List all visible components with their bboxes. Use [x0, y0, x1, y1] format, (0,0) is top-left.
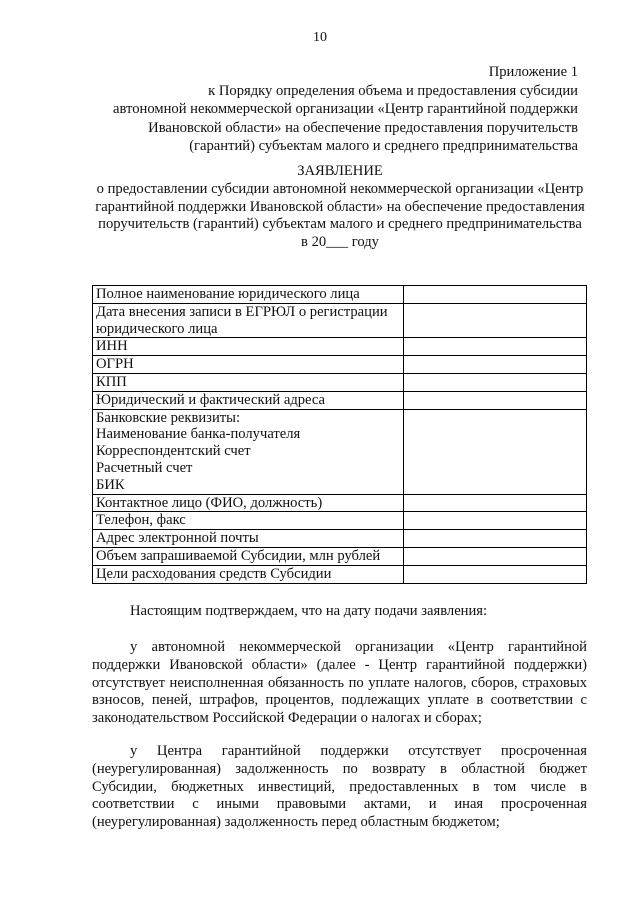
appendix-line: к Порядку определения объема и предоставления субсидии [208, 82, 578, 99]
appendix-line: Ивановской области» на обеспечение предоставления поручительств [148, 119, 578, 136]
table-row [93, 494, 587, 512]
document-title [90, 163, 590, 252]
table-row [93, 373, 587, 391]
title-body: о предоставлении субсидии автономной некоммерческой организации «Центр гарантийной поддержки Ивановской области» на обеспечение предоставления поручительств (гарантий) субъектам малого и среднего предпринимательства [95, 180, 585, 233]
table-row [93, 303, 587, 338]
row-label-line: Корреспондентский счет [96, 443, 251, 460]
row-value [404, 530, 587, 548]
table-row-bank-details [93, 409, 587, 494]
row-label: Объем запрашиваемой Субсидии, млн рублей [93, 547, 404, 565]
confirmation-paragraph-taxes: у автономной некоммерческой организации «Центр гарантийной поддержки Ивановской области» (далее - Центр гарантийной поддержки) отсутствует неисполненная обязанность по уплате налогов, сборов, страховых взносов, пеней, штрафов, процентов, подлежащих уплате в соответствии с законодательством Российской Федерации о налогах и сборах; [92, 639, 587, 727]
confirmation-intro: Настоящим подтверждаем, что на дату подачи заявления: [130, 603, 488, 619]
table-row [93, 530, 587, 548]
row-label [93, 409, 404, 494]
row-label: Адрес электронной почты [93, 530, 404, 548]
table-row [93, 512, 587, 530]
application-form-table [92, 285, 587, 584]
table-row [93, 356, 587, 374]
page-number: 10 [313, 30, 327, 45]
title-heading: ЗАЯВЛЕНИЕ [297, 163, 383, 179]
row-value [404, 338, 587, 356]
table-row [93, 286, 587, 304]
row-label: ИНН [93, 338, 404, 356]
title-year: в 20___ году [301, 234, 379, 251]
table-row [93, 565, 587, 583]
table-row [93, 391, 587, 409]
row-value [404, 547, 587, 565]
row-value [404, 286, 587, 304]
row-label-line: Банковские реквизиты: [96, 409, 240, 426]
row-label-line: Наименование банка-получателя [96, 426, 301, 443]
table-row [93, 547, 587, 565]
appendix-line: Приложение 1 [488, 64, 578, 80]
row-label: КПП [93, 373, 404, 391]
row-label: ОГРН [93, 356, 404, 374]
row-label: Полное наименование юридического лица [93, 286, 404, 304]
table-row [93, 338, 587, 356]
row-label: Дата внесения записи в ЕГРЮЛ о регистрации юридического лица [93, 303, 404, 338]
row-label: Контактное лицо (ФИО, должность) [93, 494, 404, 512]
row-label: Телефон, факс [93, 512, 404, 530]
row-value [404, 494, 587, 512]
row-label: Юридический и фактический адреса [93, 391, 404, 409]
appendix-line: (гарантий) субъектам малого и среднего предпринимательства [189, 138, 578, 154]
row-value [404, 565, 587, 583]
row-value [404, 356, 587, 374]
row-label: Цели расходования средств Субсидии [93, 565, 404, 583]
row-label-line: Расчетный счет [96, 459, 193, 476]
row-label-line: БИК [96, 476, 125, 493]
appendix-line: автономной некоммерческой организации «Центр гарантийной поддержки [113, 101, 578, 117]
row-value [404, 303, 587, 338]
confirmation-paragraph-debt: у Центра гарантийной поддержки отсутствует просроченная (неурегулированная) задолженность по возврату в областной бюджет Субсидии, бюджетных инвестиций, предоставленных в том числе в соответствии с иными правовыми актами, и иная просроченная (неурегулированная) задолженность перед областным бюджетом; [92, 743, 587, 831]
row-value [404, 512, 587, 530]
row-value [404, 391, 587, 409]
row-value [404, 409, 587, 494]
row-value [404, 373, 587, 391]
appendix-header [113, 63, 578, 156]
